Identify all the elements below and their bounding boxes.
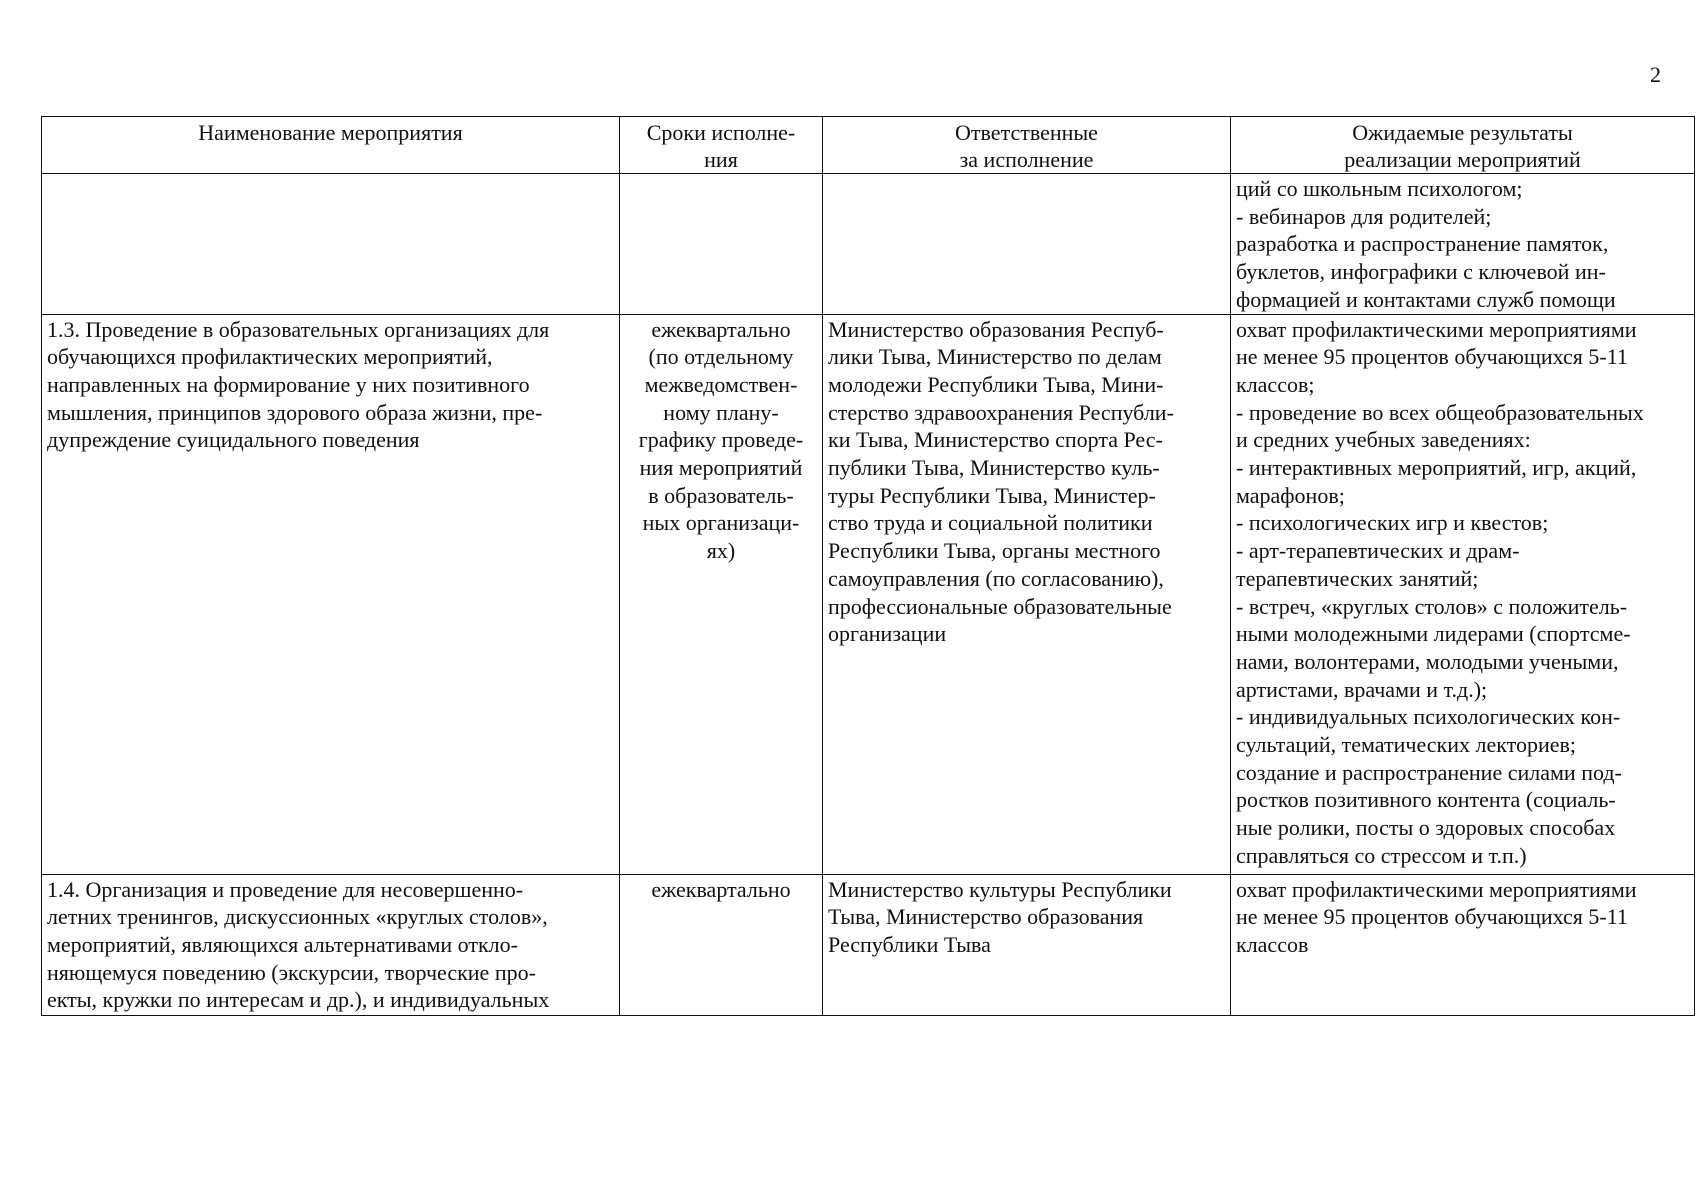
text-line: буклетов, инфографики с ключевой ин- [1236,259,1606,285]
cell-deadline [620,174,823,315]
text-line: ных организаци- [642,510,800,536]
text-line: Ответственные [955,120,1098,145]
text-line: - вебинаров для родителей; [1236,203,1492,229]
text-line: межведомствен- [644,371,798,397]
text-line: ростков позитивного контента (социаль- [1236,787,1616,813]
text-line: няющемуся поведению (экскурсии, творческие про- [47,959,536,985]
cell-expected-results [1231,874,1695,1015]
text-line: создание и распространение силами под- [1236,759,1622,785]
text-line: молодежи Республики Тыва, Мини- [828,371,1164,397]
text-line: нами, волонтерами, молодыми учеными, [1236,648,1619,674]
text-line: справляться со стрессом и т.п.) [1236,842,1527,868]
cell-deadline [620,874,823,1015]
cell-event-name [42,174,620,315]
text-line: - арт-терапевтических и драм- [1236,538,1520,564]
text-line: Наименование мероприятия [198,120,463,145]
cell-event-name [42,874,620,1015]
header-responsible [823,117,1231,174]
text-line: Министерство культуры Республики [828,876,1172,902]
text-line: ежеквартально [651,876,791,902]
text-line: 1.4. Организация и проведение для несовершенно- [47,876,524,902]
events-plan-table [41,116,1695,1016]
table-row [42,314,1695,874]
cell-event-name [42,314,620,874]
text-line: формацией и контактами служб помощи [1236,286,1616,312]
text-line: классов [1236,931,1309,957]
text-line: - встреч, «круглых столов» с положитель- [1236,593,1628,619]
text-line: обучающихся профилактических мероприятий, [47,344,493,370]
text-line: лики Тыва, Министерство по делам [828,344,1162,370]
page-number: 2 [1650,62,1661,87]
text-line: ные ролики, посты о здоровых способах [1236,815,1616,841]
text-line: екты, кружки по интересам и др.), и индивидуальных [47,987,550,1013]
table-header-row [42,117,1695,174]
text-line: стерство здравоохранения Республи- [828,399,1174,425]
text-line: Республики Тыва [828,931,991,957]
text-line: ство труда и социальной политики [828,510,1153,536]
text-line: - индивидуальных психологических кон- [1236,704,1621,730]
text-line: в образователь- [648,482,794,508]
header-event-name [42,117,620,174]
text-line: не менее 95 процентов обучающихся 5-11 [1236,344,1628,370]
text-line: и средних учебных заведениях: [1236,427,1531,453]
cell-deadline [620,314,823,874]
text-line: ежеквартально [651,316,791,342]
text-line: самоуправления (по согласованию), [828,565,1164,591]
text-line: мероприятий, являющихся альтернативами откло- [47,931,518,957]
cell-responsible [823,174,1231,315]
cell-expected-results [1231,174,1695,315]
text-line: охват профилактическими мероприятиями [1236,876,1637,902]
text-line: марафонов; [1236,482,1345,508]
text-line: ными молодежными лидерами (спортсме- [1236,621,1631,647]
text-line: за исполнение [959,147,1094,172]
text-line: реализации мероприятий [1344,147,1581,172]
text-line: ния [704,147,738,172]
cell-expected-results [1231,314,1695,874]
text-line: направленных на формирование у них позитивного [47,371,530,397]
text-line: классов; [1236,371,1315,397]
table-row [42,874,1695,1015]
text-line: Республики Тыва, органы местного [828,538,1161,564]
text-line: Тыва, Министерство образования [828,904,1144,930]
text-line: не менее 95 процентов обучающихся 5-11 [1236,904,1628,930]
text-line: профессиональные образовательные [828,593,1172,619]
text-line: артистами, врачами и т.д.); [1236,676,1488,702]
table-row [42,174,1695,315]
text-line: - интерактивных мероприятий, игр, акций, [1236,455,1637,481]
text-line: 1.3. Проведение в образовательных организациях для [47,316,550,342]
text-line: - проведение во всех общеобразовательных [1236,399,1644,425]
text-line: (по отдельному [648,344,794,370]
text-line: публики Тыва, Министерство куль- [828,455,1160,481]
text-line: ния мероприятий [639,455,803,481]
cell-responsible [823,874,1231,1015]
text-line: ях) [706,538,736,564]
text-line: охват профилактическими мероприятиями [1236,316,1637,342]
text-line: туры Республики Тыва, Министер- [828,482,1156,508]
header-deadline [620,117,823,174]
text-line: ному плану- [663,399,779,425]
header-expected-results [1231,117,1695,174]
text-line: разработка и распространение памяток, [1236,231,1609,257]
text-line: Министерство образования Респуб- [828,316,1164,342]
text-line: ций со школьным психологом; [1236,176,1523,201]
text-line: ки Тыва, Министерство спорта Рес- [828,427,1163,453]
text-line: - психологических игр и квестов; [1236,510,1549,536]
text-line: сультаций, тематических лекториев; [1236,732,1576,758]
text-line: организации [828,621,947,647]
text-line: дупреждение суицидального поведения [47,427,420,453]
text-line: графику проведе- [638,427,804,453]
cell-responsible [823,314,1231,874]
text-line: летних тренингов, дискуссионных «круглых столов», [47,904,548,930]
text-line: Ожидаемые результаты [1352,120,1573,145]
text-line: мышления, принципов здорового образа жизни, пре- [47,399,543,425]
text-line: Сроки исполне- [646,120,796,145]
text-line: терапевтических занятий; [1236,565,1479,591]
